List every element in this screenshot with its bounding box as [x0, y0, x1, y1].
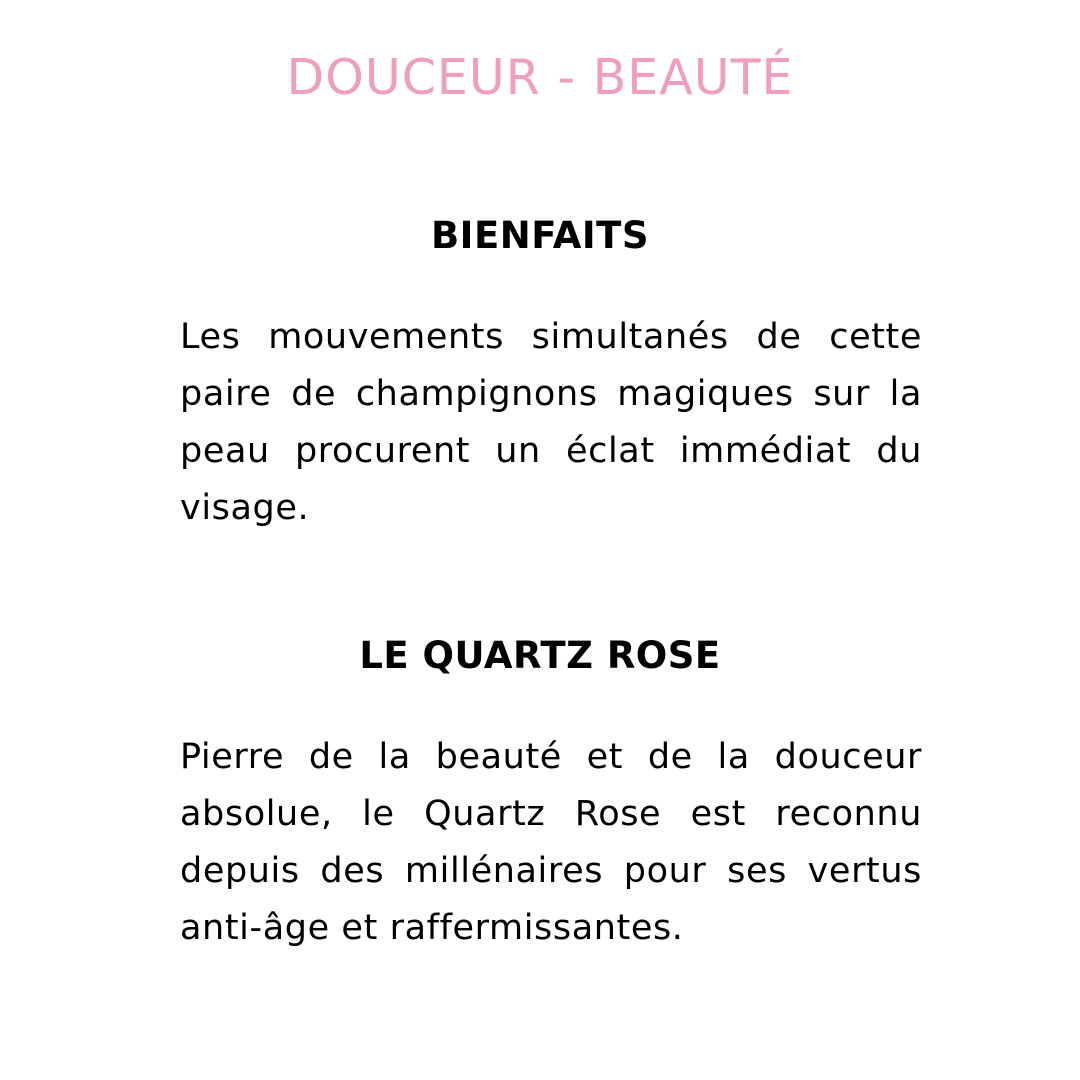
section-body-bienfaits: Les mouvements simultanés de cette paire de champignons magiques sur la peau procurent un éclat immédiat du visage. — [180, 317, 922, 528]
brand-title: DOUCEUR - BEAUTÉ — [286, 49, 794, 106]
section-body-quartz-rose: Pierre de la beauté et de la douceur absolue, le Quartz Rose est reconnu depuis des millénaires pour ses vertus anti-âge et raffermissantes. — [180, 737, 922, 948]
section-heading-bienfaits: BIENFAITS — [430, 214, 650, 257]
section-heading-quartz-rose: LE QUARTZ ROSE — [359, 634, 721, 677]
